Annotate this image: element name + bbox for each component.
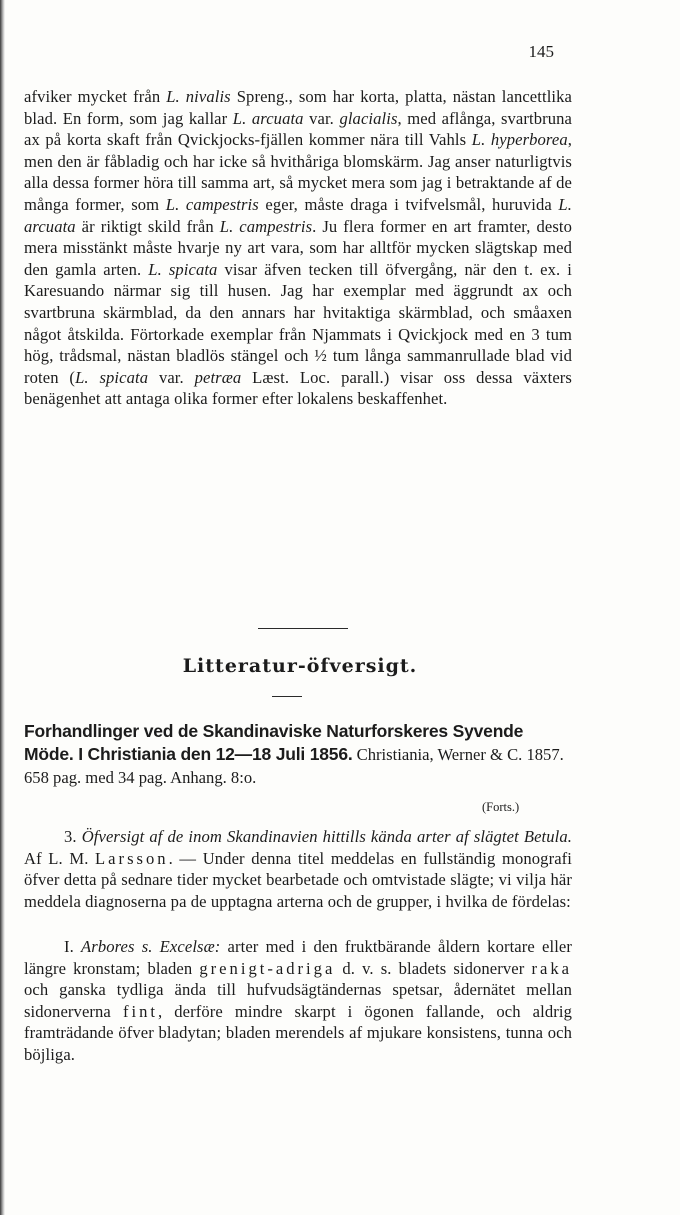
- page-number: 145: [528, 42, 554, 61]
- species-name: L. campestris: [219, 216, 313, 236]
- species-name: glacialis: [339, 108, 398, 128]
- text-span: och ganska tydliga ända till hufvudsägtändernas spetsar, ådernätet mellan sidonerverna: [24, 980, 572, 1021]
- continued-marker: (Forts.): [482, 800, 520, 814]
- text-span: . Ju flera former en art framter, desto mera misstänkt måste hvarje ny art vara, som har alltför mycken slägtskap med den gamla arten.: [24, 216, 572, 279]
- group-name: Arbores s. Excelsæ:: [81, 937, 221, 956]
- text-span: eger, måste draga i tvifvelsmål, huruvida: [258, 194, 559, 214]
- text-span: Af L. M.: [24, 848, 96, 868]
- paragraph-arbores-group: [24, 936, 572, 1066]
- text-span: d. v. s. bladets sidonerver: [335, 958, 532, 978]
- text-span: , men den är fåbladig och har icke så hvithåriga blomskärm. Jag anser naturligtvis alla dessa former höra till samma art, så mycket mera som jag i betraktande af de många former, som: [24, 130, 572, 214]
- text-span: , derföre mindre skarpt i ögonen fallande, och aldrig framträdande öfver bladytan; bladen merendels af mjukare konsistens, tunna och böjliga.: [24, 1001, 572, 1064]
- species-name: L. campestris: [165, 194, 259, 214]
- section-divider-bottom: [272, 696, 302, 697]
- species-name: L. arcuata: [232, 108, 304, 128]
- text-span: , med aflånga, svartbruna ax på korta skaft från Qvickjocks-fjällen kommer nära till Vahls: [24, 108, 572, 150]
- section-divider-top: [258, 628, 348, 629]
- text-span: visar äfven tecken till öfvergång, när den t. ex. i Karesuando närmar sig till husen. Jag har exemplar med äggrundt ax och svartbruna skärmblad, da den annars har hvitaktiga skärmblad, och småaxen något åtskilda. Förtorkade exemplar från Njammats i Qvickjock med en 3 tum hög, trådsmal, nästan bladlös stängel och ½ tum långa sammanrullade blad vid roten (: [24, 259, 572, 387]
- text-span: arter med i den fruktbärande åldern kortare eller längre kronstam; bladen: [24, 937, 572, 978]
- species-name: L. spicata: [148, 259, 218, 279]
- paragraph-betula-review: [24, 826, 572, 912]
- species-name: L. hyperborea: [471, 130, 568, 150]
- emphasis-term: grenigt-adriga: [199, 958, 336, 978]
- species-name: L. nivalis: [166, 87, 231, 106]
- book-details: Christiania, Werner & C. 1857. 658 pag. med 34 pag. Anhang. 8:o.: [24, 745, 564, 787]
- text-span: Spreng., som har korta, platta, nästan lancettlika blad. En form, som jag kallar: [24, 87, 572, 128]
- group-number: I.: [64, 937, 82, 956]
- book-citation: [24, 720, 576, 789]
- emphasis-term: raka: [531, 958, 573, 978]
- book-title: Forhandlinger ved de Skandinaviske Naturforskeres Syvende Möde. I Christiania den 12—18 Juli 1856.: [24, 721, 524, 764]
- text-span: är riktigt skild från: [75, 216, 220, 236]
- text-span: var.: [303, 108, 340, 128]
- item-number: 3.: [64, 827, 82, 846]
- paragraph-luzula-forms: [24, 86, 572, 410]
- article-title: Öfversigt af de inom Skandinavien hittills kända arter af slägtet Betula.: [81, 827, 572, 846]
- author-name: Larsson: [95, 848, 169, 868]
- emphasis-term: fint: [122, 1001, 158, 1021]
- text-span: afviker mycket från: [24, 87, 167, 106]
- text-span: var.: [148, 367, 195, 387]
- species-name: petræa: [194, 367, 242, 387]
- species-name: L. arcuata: [24, 194, 572, 236]
- text-span: . — Under denna titel meddelas en fullständig monografi öfver detta på sednare tider mycket bearbetade och omtvistade slägte; vi vilja här meddela diagnoserna pa de upptagna arterna och de grupper, i hvilka de fördelas:: [24, 848, 573, 911]
- text-span: Læst. Loc. parall.) visar oss dessa växters benägenhet att antaga olika former efter lokalens beskaffenhet.: [24, 367, 572, 409]
- species-name: L. spicata: [75, 367, 149, 387]
- page-spine-shadow: [0, 0, 5, 1215]
- section-heading: Litteratur-öfversigt.: [182, 655, 418, 677]
